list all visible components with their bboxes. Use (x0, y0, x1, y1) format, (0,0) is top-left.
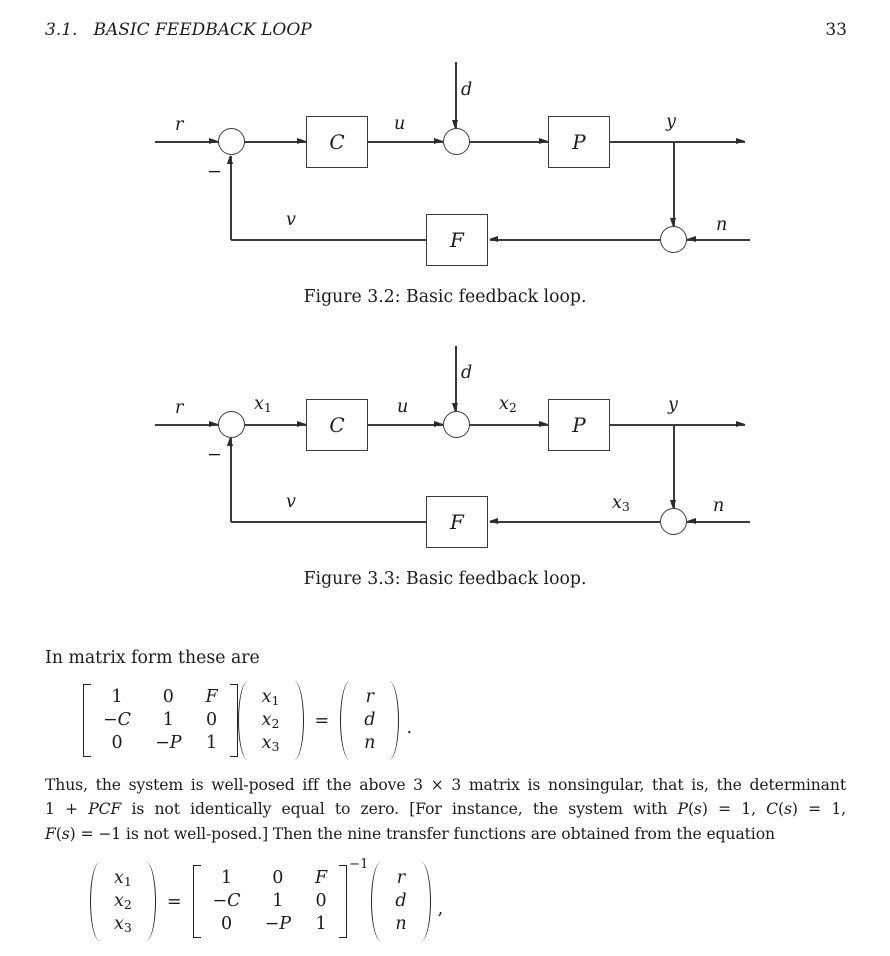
signal-label-n: n (713, 496, 725, 516)
state-vector (90, 862, 156, 941)
signal-line-v (231, 239, 426, 241)
arrowhead-icon (297, 421, 306, 427)
right-paren (389, 681, 399, 760)
signal-line-y (610, 141, 745, 143)
left-paren (371, 862, 381, 941)
left-paren (90, 862, 100, 941)
input-vector (340, 681, 399, 760)
page-number: 33 (825, 20, 847, 40)
right-paren (146, 862, 156, 941)
signal-line-x3 (490, 521, 660, 523)
page-header (45, 20, 847, 40)
arrowhead-icon (434, 138, 443, 144)
paragraph-line: F(s) = −1 is not well-posed.] Then the nine transfer functions are obtained from the equation (45, 824, 775, 843)
right-bracket (339, 865, 347, 938)
body-paragraph (45, 773, 846, 846)
summing-junction (443, 411, 470, 438)
arrowhead-icon (736, 421, 745, 427)
section-title: BASIC FEEDBACK LOOP (93, 20, 312, 40)
controller-block: C (306, 116, 368, 168)
signal-line-x2 (469, 424, 548, 426)
paragraph-line: Thus, the system is well-posed iff the above 3 × 3 matrix is nonsingular, that is, the determinant (45, 776, 846, 794)
signal-label-x3: $x_3$ (612, 493, 630, 514)
signal-label-v: v (286, 492, 296, 512)
signal-label-n: n (716, 215, 728, 235)
signal-line-n (687, 239, 750, 241)
arrowhead-icon (227, 155, 233, 164)
arrowhead-icon (209, 138, 218, 144)
figure-3-2-caption: Figure 3.2: Basic feedback loop. (303, 287, 587, 307)
signal-label-d: d (461, 80, 473, 100)
signal-line-sum-to-p (469, 141, 548, 143)
arrowhead-icon (687, 518, 696, 524)
left-bracket (193, 865, 201, 938)
matrix-equation-2 (90, 857, 444, 941)
arrowhead-icon (736, 138, 745, 144)
matrix-entries: 1 0 F −C 1 0 0 −P 1 (212, 868, 328, 934)
signal-label-u: u (394, 114, 406, 134)
intro-sentence: In matrix form these are (45, 648, 260, 668)
coefficient-matrix (193, 865, 348, 938)
feedback-riser-line (230, 438, 232, 522)
plant-block: P (548, 116, 610, 168)
left-bracket (83, 684, 91, 757)
signal-label-y: y (668, 395, 678, 415)
section-heading (45, 20, 312, 40)
signal-line-y-tap (673, 426, 675, 509)
vector-entries: $x_1$ $x_2$ $x_3$ (261, 687, 280, 754)
signal-label-v: v (286, 210, 296, 230)
minus-sign: − (207, 162, 222, 182)
period: . (406, 717, 413, 738)
signal-line-u (368, 424, 443, 426)
signal-line-d (455, 62, 457, 129)
signal-label-x1: $x_1$ (254, 394, 272, 415)
vector-entries: $x_1$ $x_2$ $x_3$ (114, 868, 132, 935)
signal-line-sum-to-f (490, 239, 660, 241)
controller-block: C (306, 399, 368, 451)
comma: , (437, 898, 444, 919)
figure-3-3-caption: Figure 3.3: Basic feedback loop. (303, 569, 587, 589)
arrowhead-icon (489, 236, 498, 242)
equals-sign: = (166, 891, 182, 912)
vector-entries: r d n (364, 687, 376, 753)
signal-label-d: d (461, 363, 473, 383)
plant-block: P (548, 399, 610, 451)
summing-junction (218, 128, 245, 155)
state-vector (238, 681, 304, 760)
arrowhead-icon (687, 236, 696, 242)
equals-sign: = (314, 710, 330, 731)
section-number: 3.1. (45, 20, 78, 40)
signal-label-r: r (175, 115, 184, 135)
filter-block: F (426, 496, 488, 548)
summing-junction (660, 508, 687, 535)
arrowhead-icon (209, 421, 218, 427)
arrowhead-icon (297, 138, 306, 144)
signal-line-y-tap (673, 143, 675, 227)
signal-label-u: u (397, 397, 409, 417)
matrix-entries: 1 0 F −C 1 0 0 −P 1 (103, 687, 218, 753)
right-bracket (230, 684, 238, 757)
signal-line-u (368, 141, 443, 143)
left-paren (238, 681, 248, 760)
matrix-equation-1 (83, 681, 412, 760)
right-paren (294, 681, 304, 760)
signal-label-y: y (666, 112, 676, 132)
arrowhead-icon (434, 421, 443, 427)
left-paren (340, 681, 350, 760)
arrowhead-icon (539, 138, 548, 144)
signal-line-y (610, 424, 745, 426)
right-paren (421, 862, 431, 941)
arrowhead-icon (489, 518, 498, 524)
summing-junction (443, 128, 470, 155)
input-vector (371, 862, 430, 941)
coefficient-matrix (83, 684, 238, 757)
arrowhead-icon (539, 421, 548, 427)
arrowhead-icon (227, 437, 233, 446)
filter-block: F (426, 214, 488, 266)
signal-label-r: r (175, 398, 184, 418)
vector-entries: r d n (395, 868, 407, 934)
minus-sign: − (207, 445, 222, 465)
signal-line-n (687, 521, 750, 523)
summing-junction (218, 411, 245, 438)
inverse-exponent: −1 (349, 857, 369, 872)
paragraph-line: 1 + PCF is not identically equal to zero. [For instance, the system with P(s) = 1, C(s) = 1, (45, 800, 847, 819)
signal-line-v (231, 521, 426, 523)
summing-junction (660, 226, 687, 253)
feedback-riser-line (230, 156, 232, 240)
signal-label-x2: $x_2$ (499, 394, 517, 415)
